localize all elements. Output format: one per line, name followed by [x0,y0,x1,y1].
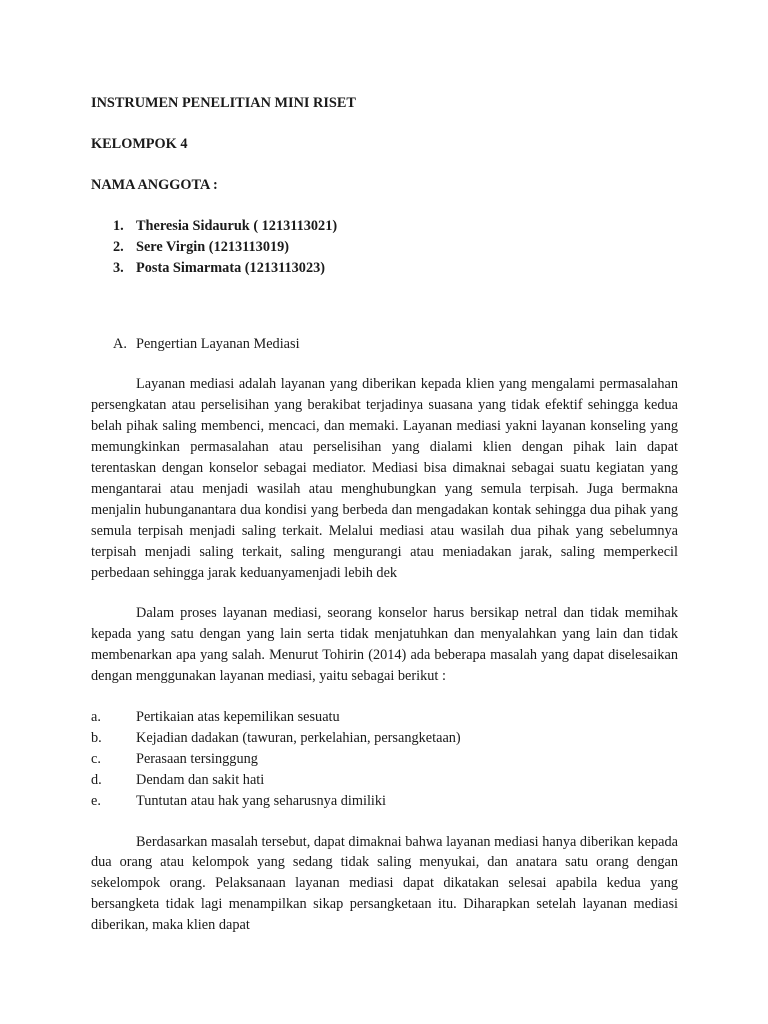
problem-letter: b. [91,729,102,746]
group-label: KELOMPOK 4 [91,135,188,152]
member-item [91,216,678,237]
member-name: Theresia Sidauruk ( 1213113021) [136,217,338,234]
problem-item [91,728,678,749]
problem-item [91,707,678,728]
paragraph: Layanan mediasi adalah layanan yang diberikan kepada klien yang mengalami permasalahan persengkatan atau perselisihan yang berakibat terjadinya suasana yang tidak efektif sehingga kedua belah pihak saling membenci, mencaci, dan memaki. Layanan mediasi yakni layanan konseling yang memungkinkan permasalahan atau perselisihan yang dialami klien dengan pihak lain dapat terentaskan dengan konselor sebagai mediator. Mediasi bisa dimaknai sebagai suatu kegiatan yang mengantarai atau menjadi wasilah atau menghubungkan yang semula terpisah. Juga bermakna menjalin hubunganantara dua kondisi yang berbeda dan mengadakan kontak sehingga dua pihak yang semula terpisah menjadi saling terkait. Melalui mediasi atau wasilah dua pihak yang sebelumnya terpisah menjadi saling terkait, saling mengurangi atau meniadakan jarak, saling memperkecil perbedaan sehingga jarak keduanyamenjadi lebih dek [91,376,678,581]
problem-text: Dendam dan sakit hati [136,771,265,788]
member-number: 1. [113,217,124,234]
problem-letter: e. [91,792,101,809]
members-label: NAMA ANGGOTA : [91,176,218,193]
problem-text: Tuntutan atau hak yang seharusnya dimiliki [136,792,387,809]
problem-text: Perasaan tersinggung [136,750,258,767]
problem-text: Pertikaian atas kepemilikan sesuatu [136,709,340,726]
member-item [91,258,678,279]
members-list [91,216,678,279]
problem-item [91,791,678,812]
problem-item [91,770,678,791]
section-heading [91,334,678,355]
paragraph: Berdasarkan masalah tersebut, dapat dimaknai bahwa layanan mediasi hanya diberikan kepada dua orang atau kelompok yang sedang tidak saling menyukai, dan anatara satu orang dengan sekelompok orang. Pelaksanaan layanan mediasi dapat dikatakan selesai apabila kedua yang bersangketa tidak lagi menampilkan sikap persangketaan itu. Diharapkan setelah layanan mediasi diberikan, maka klien dapat [91,833,678,934]
problem-letter: d. [91,771,102,788]
member-name: Sere Virgin (1213113019) [136,238,290,255]
member-number: 2. [113,238,124,255]
paragraph: Dalam proses layanan mediasi, seorang konselor harus bersikap netral dan tidak memihak kepada yang satu dengan yang lain serta tidak menjatuhkan dan menyalahkan yang lain dan tidak membenarkan apa yang salah. Menurut Tohirin (2014) ada beberapa masalah yang dapat diselesaikan dengan menggunakan layanan mediasi, yaitu sebagai berikut : [91,605,678,685]
member-number: 3. [113,259,124,276]
document-title: INSTRUMEN PENELITIAN MINI RISET [91,95,356,111]
problem-item [91,749,678,770]
member-item [91,237,678,258]
section-title: Pengertian Layanan Mediasi [136,336,300,353]
problem-text: Kejadian dadakan (tawuran, perkelahian, persangketaan) [136,729,461,746]
problems-list [91,707,678,812]
member-name: Posta Simarmata (1213113023) [136,259,326,276]
problem-letter: a. [91,709,101,726]
problem-letter: c. [91,750,101,767]
section-number: A. [113,336,127,353]
